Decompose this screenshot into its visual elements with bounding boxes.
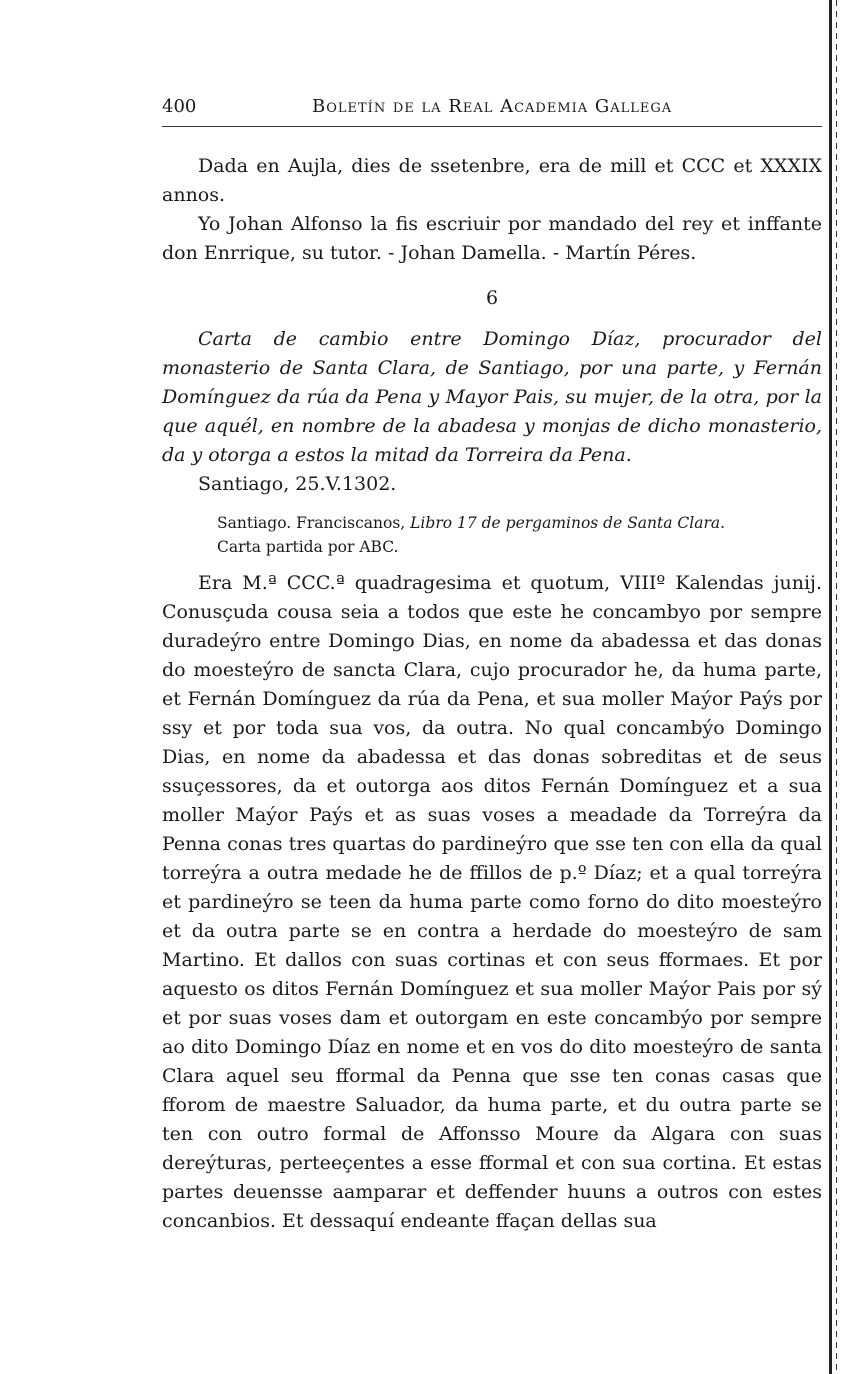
document-date-place: Santiago, 25.V.1302. (198, 473, 397, 495)
signature-paragraph: Yo Johan Alfonso la fis escriuir por mandado del rey et inffante don Enrrique, su tutor. - Johan Damella. - Martín Péres. (162, 213, 822, 264)
document-summary: Carta de cambio entre Domingo Díaz, procurador del monasterio de Santa Clara, de Santiago, por una parte, y Fernán Domínguez da rúa da Pena y Mayor Pais, su mujer, de la otra, por la que aquél, en nombre de la abadesa y monjas de dicho monasterio, da y otorga a estos la mitad da Torreira da Pena. (162, 328, 822, 466)
source-prefix: Santiago. Franciscanos, (217, 514, 406, 532)
source-note: Carta partida por ABC. (217, 538, 399, 556)
source-citation (162, 511, 822, 559)
page-body (162, 152, 822, 1236)
source-work: Libro 17 de pergaminos de Santa Clara. (410, 514, 726, 532)
page-edge-shadow (829, 0, 832, 1374)
page-edge-mark (836, 0, 837, 1374)
page-number: 400 (162, 96, 197, 117)
header-rule (162, 126, 822, 127)
running-header (162, 96, 820, 124)
source-line (217, 511, 822, 535)
journal-title: Boletín de la Real Academia Gallega (312, 96, 673, 117)
document-text: Era M.ª CCC.ª quadragesima et quotum, VIIIº Kalendas junij. Conusçuda cousa seia a todos que este he concambyo por sempre duradeýro entre Domingo Dias, en nome da abadessa et das donas do moesteýro de sancta Clara, cujo procurador he, da huma parte, et Fernán Domínguez da rúa da Pena, et sua moller Maýor Paýs por ssy et por toda sua vos, da outra. No qual concambýo Domingo Dias, en nome da abadessa et das donas sobreditas et de seus ssuçessores, da et outorga aos ditos Fernán Domínguez et a sua moller Maýor Paýs et as suas voses a meadade da Torreýra da Penna conas tres quartas do pardineýro que sse ten con ella da qual torreýra a outra medade he de ffillos de p.º Díaz; et a qual torreýra et pardineýro se teen da huma parte como forno do dito moesteýro et da outra parte se en contra a herdade do moesteýro de sam Martino. Et dallos con suas cortinas et con seus fformaes. Et por aquesto os ditos Fernán Domínguez et sua moller Maýor Pais por sý et por suas voses dam et outorgam en este concambýo por sempre ao dito Domingo Díaz en nome et en vos do dito moesteýro de santa Clara aquel seu fformal da Penna que sse ten conas casas que fforom de maestre Saluador, da huma parte, et du outra parte se ten con outro formal de Affonsso Moure da Algara con suas dereýturas, perteeçentes a esse fformal et con sua cortina. Et estas partes deuensse aamparar et deffender huuns a outros con estes concanbios. Et dessaquí endeante ffaçan dellas sua (162, 572, 822, 1232)
closing-paragraph: Dada en Aujla, dies de ssetenbre, era de mill et CCC et XXXIX annos. (162, 155, 822, 206)
document-number: 6 (485, 287, 499, 309)
